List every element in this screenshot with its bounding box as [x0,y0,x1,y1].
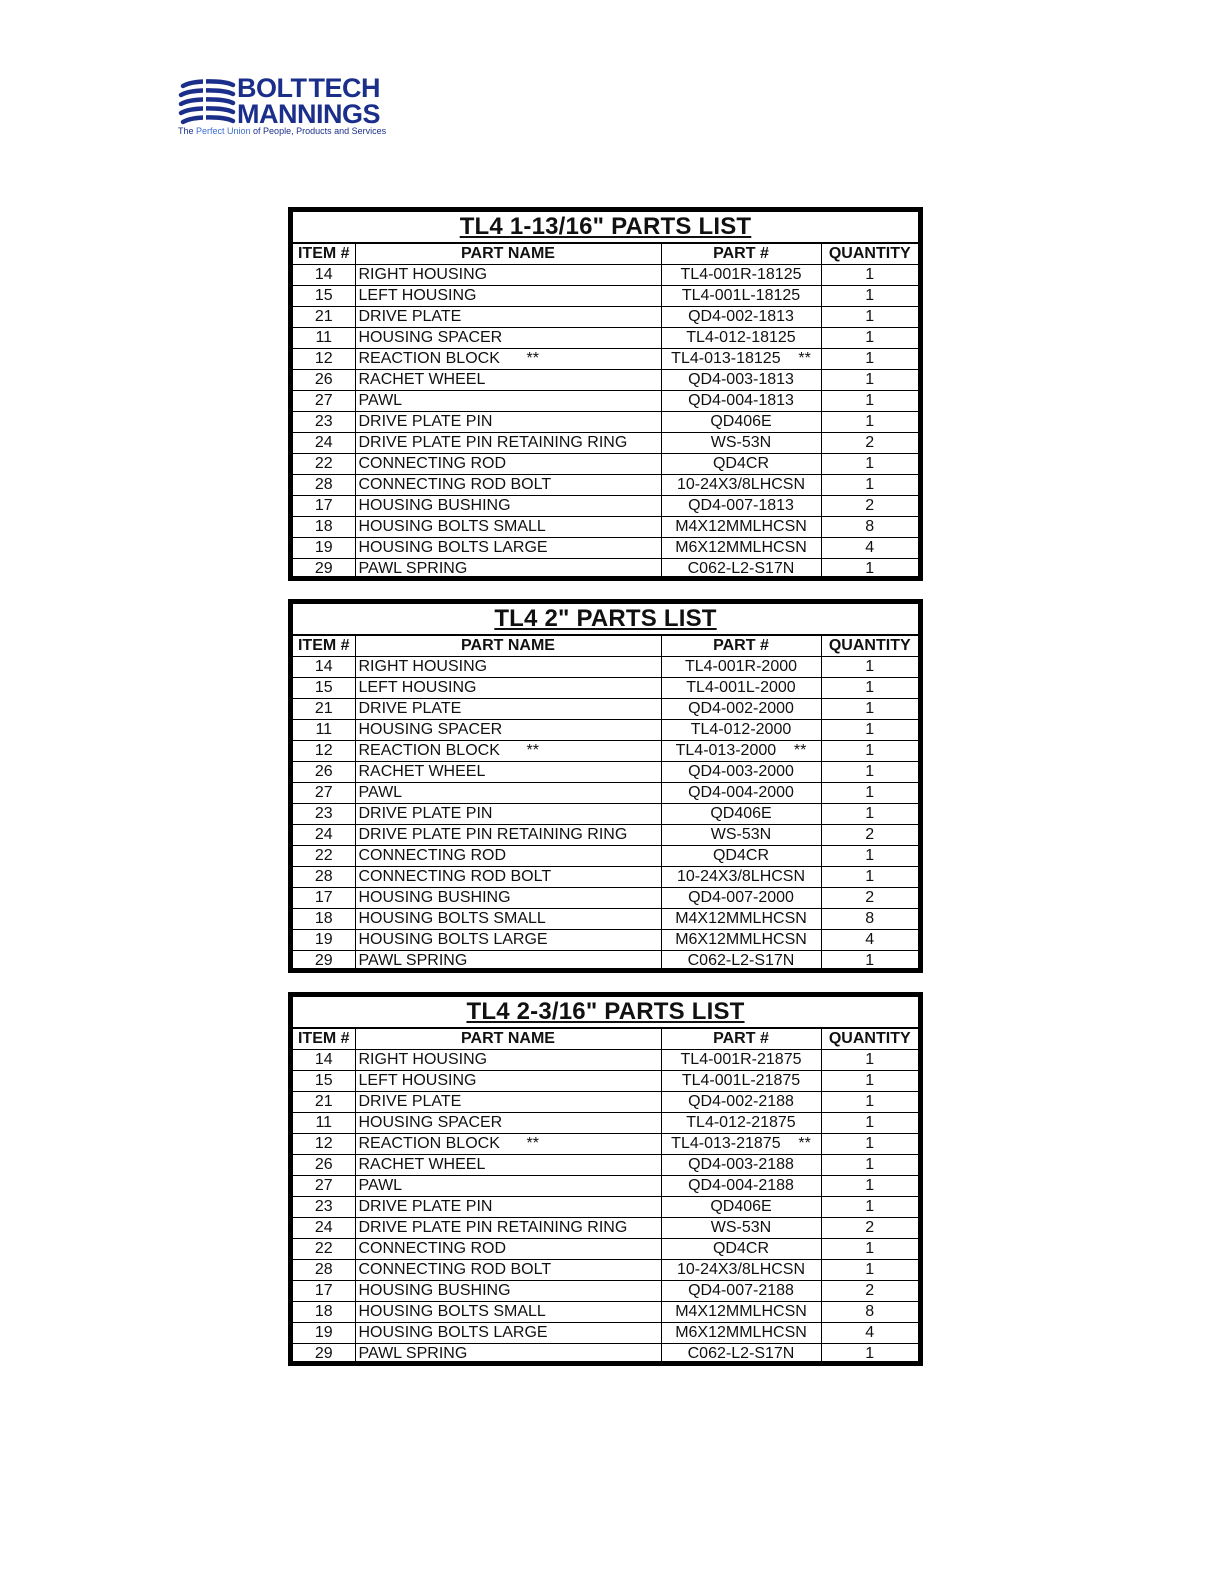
part-name-cell: CONNECTING ROD BOLT [355,1260,661,1281]
table-row [293,265,918,286]
logo-tagline: The Perfect Union of People, Products and Services [178,126,387,136]
part-number-cell: QD406E [661,804,821,825]
table-row [293,1113,918,1134]
part-name-cell: HOUSING BOLTS LARGE [355,538,661,559]
part-number-cell: TL4-001R-21875 [661,1050,821,1071]
quantity-cell: 1 [821,1134,918,1155]
quantity-cell: 1 [821,1050,918,1071]
table-row [293,559,918,580]
item-number-cell: 27 [293,391,355,412]
part-name-cell: DRIVE PLATE PIN [355,804,661,825]
part-name-cell: LEFT HOUSING [355,286,661,307]
part-number-cell: TL4-013-18125 ** [661,349,821,370]
part-name-cell: RIGHT HOUSING [355,1050,661,1071]
column-header: PART # [661,244,821,265]
item-number-cell: 18 [293,1302,355,1323]
part-name-cell: HOUSING BOLTS SMALL [355,909,661,930]
part-number-cell: TL4-012-18125 [661,328,821,349]
item-number-cell: 23 [293,1197,355,1218]
part-name-cell: LEFT HOUSING [355,1071,661,1092]
part-name-cell: HOUSING BOLTS LARGE [355,930,661,951]
quantity-cell: 4 [821,930,918,951]
item-number-cell: 21 [293,1092,355,1113]
part-name-cell: PAWL SPRING [355,951,661,972]
part-name-cell: HOUSING BUSHING [355,1281,661,1302]
quantity-cell: 1 [821,741,918,762]
quantity-cell: 1 [821,867,918,888]
part-name-cell: HOUSING BOLTS SMALL [355,517,661,538]
table-row [293,328,918,349]
quantity-cell: 1 [821,699,918,720]
part-name-cell: CONNECTING ROD [355,1239,661,1260]
table-row [293,1323,918,1344]
item-number-cell: 23 [293,804,355,825]
item-number-cell: 24 [293,1218,355,1239]
part-name-cell: HOUSING BOLTS LARGE [355,1323,661,1344]
table-row [293,412,918,433]
part-number-cell: QD4-004-2188 [661,1176,821,1197]
part-name-cell: PAWL SPRING [355,559,661,580]
parts-list-title-text: TL4 2-3/16" PARTS LIST [466,998,745,1025]
table-header-row [293,636,918,657]
item-number-cell: 22 [293,454,355,475]
column-header: QUANTITY [821,1029,918,1050]
item-number-cell: 29 [293,559,355,580]
part-number-cell: M6X12MMLHCSN [661,1323,821,1344]
parts-list-title-text: TL4 2" PARTS LIST [494,605,717,632]
part-number-cell: QD4-007-1813 [661,496,821,517]
quantity-cell: 1 [821,783,918,804]
part-name-cell: CONNECTING ROD [355,454,661,475]
part-name-cell: CONNECTING ROD BOLT [355,475,661,496]
item-number-cell: 17 [293,888,355,909]
table-row [293,454,918,475]
item-number-cell: 11 [293,1113,355,1134]
column-header: PART NAME [355,636,661,657]
table-row [293,1134,918,1155]
table-row [293,349,918,370]
table-row [293,783,918,804]
column-header: PART # [661,1029,821,1050]
part-name-cell: DRIVE PLATE PIN [355,412,661,433]
part-number-cell: QD4-007-2188 [661,1281,821,1302]
parts-list-table [288,207,923,581]
quantity-cell: 1 [821,286,918,307]
table-row [293,846,918,867]
item-number-cell: 24 [293,433,355,454]
part-number-cell: C062-L2-S17N [661,1344,821,1365]
quantity-cell: 2 [821,433,918,454]
part-number-cell: QD4-004-1813 [661,391,821,412]
item-number-cell: 18 [293,517,355,538]
quantity-cell: 2 [821,888,918,909]
item-number-cell: 29 [293,1344,355,1365]
table-row [293,762,918,783]
quantity-cell: 1 [821,804,918,825]
part-number-cell: WS-53N [661,433,821,454]
item-number-cell: 11 [293,720,355,741]
quantity-cell: 1 [821,475,918,496]
part-number-cell: TL4-012-21875 [661,1113,821,1134]
part-name-cell: RACHET WHEEL [355,762,661,783]
part-number-cell: QD4-003-2188 [661,1155,821,1176]
table-row [293,699,918,720]
item-number-cell: 27 [293,783,355,804]
table-row [293,951,918,972]
item-number-cell: 17 [293,496,355,517]
item-number-cell: 26 [293,1155,355,1176]
item-number-cell: 28 [293,867,355,888]
table-row [293,930,918,951]
column-header: ITEM # [293,244,355,265]
part-number-cell: M4X12MMLHCSN [661,517,821,538]
part-number-cell: QD4-007-2000 [661,888,821,909]
part-name-cell: PAWL SPRING [355,1344,661,1365]
part-name-cell: PAWL [355,783,661,804]
quantity-cell: 4 [821,1323,918,1344]
part-name-cell: DRIVE PLATE PIN [355,1197,661,1218]
table-row [293,1260,918,1281]
logo-wordmark-line2: MANNINGS [237,99,380,129]
column-header: QUANTITY [821,636,918,657]
item-number-cell: 14 [293,265,355,286]
quantity-cell: 1 [821,1071,918,1092]
item-number-cell: 24 [293,825,355,846]
part-number-cell: QD4-002-1813 [661,307,821,328]
table-row [293,1071,918,1092]
quantity-cell: 1 [821,1113,918,1134]
item-number-cell: 15 [293,678,355,699]
part-number-cell: QD406E [661,1197,821,1218]
part-name-cell: HOUSING SPACER [355,328,661,349]
table-row [293,475,918,496]
part-number-cell: QD4-002-2188 [661,1092,821,1113]
part-name-cell: HOUSING BOLTS SMALL [355,1302,661,1323]
part-number-cell: QD4-003-1813 [661,370,821,391]
quantity-cell: 1 [821,657,918,678]
quantity-cell: 2 [821,496,918,517]
part-number-cell: QD4-002-2000 [661,699,821,720]
part-name-cell: RACHET WHEEL [355,370,661,391]
table-row [293,1155,918,1176]
parts-list-title [293,997,918,1029]
table-header-row [293,244,918,265]
part-name-cell: DRIVE PLATE [355,1092,661,1113]
item-number-cell: 12 [293,741,355,762]
quantity-cell: 8 [821,517,918,538]
item-number-cell: 22 [293,1239,355,1260]
quantity-cell: 1 [821,307,918,328]
item-number-cell: 28 [293,1260,355,1281]
part-number-cell: M6X12MMLHCSN [661,538,821,559]
quantity-cell: 1 [821,846,918,867]
part-number-cell: 10-24X3/8LHCSN [661,475,821,496]
part-number-cell: TL4-013-21875 ** [661,1134,821,1155]
table-header-row [293,1029,918,1050]
table-row [293,804,918,825]
spring-coil-icon [177,78,237,126]
parts-list-table [288,599,923,973]
part-number-cell: QD4CR [661,454,821,475]
part-number-cell: QD4CR [661,846,821,867]
item-number-cell: 26 [293,762,355,783]
part-name-cell: REACTION BLOCK ** [355,349,661,370]
table-row [293,657,918,678]
part-number-cell: M4X12MMLHCSN [661,1302,821,1323]
quantity-cell: 1 [821,1092,918,1113]
table-row [293,307,918,328]
item-number-cell: 15 [293,1071,355,1092]
table-row [293,1344,918,1365]
table-row [293,909,918,930]
item-number-cell: 14 [293,1050,355,1071]
quantity-cell: 1 [821,265,918,286]
part-number-cell: TL4-001L-18125 [661,286,821,307]
part-number-cell: WS-53N [661,825,821,846]
table-row [293,1281,918,1302]
part-name-cell: PAWL [355,1176,661,1197]
part-name-cell: HOUSING BUSHING [355,496,661,517]
column-header: PART NAME [355,244,661,265]
part-name-cell: DRIVE PLATE [355,699,661,720]
part-name-cell: RIGHT HOUSING [355,657,661,678]
quantity-cell: 1 [821,762,918,783]
quantity-cell: 1 [821,1239,918,1260]
item-number-cell: 22 [293,846,355,867]
item-number-cell: 12 [293,349,355,370]
logo-wordmark-line1: BOLTTECH [237,73,380,103]
table-row [293,1197,918,1218]
quantity-cell: 1 [821,412,918,433]
quantity-cell: 1 [821,370,918,391]
item-number-cell: 28 [293,475,355,496]
table-row [293,720,918,741]
part-number-cell: QD4-004-2000 [661,783,821,804]
item-number-cell: 27 [293,1176,355,1197]
part-name-cell: REACTION BLOCK ** [355,741,661,762]
part-name-cell: HOUSING SPACER [355,1113,661,1134]
part-number-cell: QD4CR [661,1239,821,1260]
table-row [293,867,918,888]
quantity-cell: 4 [821,538,918,559]
part-name-cell: DRIVE PLATE PIN RETAINING RING [355,825,661,846]
item-number-cell: 17 [293,1281,355,1302]
quantity-cell: 1 [821,349,918,370]
table-row [293,517,918,538]
quantity-cell: 1 [821,1197,918,1218]
quantity-cell: 1 [821,391,918,412]
item-number-cell: 14 [293,657,355,678]
item-number-cell: 19 [293,930,355,951]
quantity-cell: 8 [821,909,918,930]
item-number-cell: 11 [293,328,355,349]
table-row [293,678,918,699]
table-row [293,433,918,454]
part-name-cell: DRIVE PLATE PIN RETAINING RING [355,433,661,454]
quantity-cell: 1 [865,560,875,577]
part-number-cell: WS-53N [661,1218,821,1239]
quantity-cell: 1 [865,1345,875,1362]
part-number-cell: TL4-012-2000 [661,720,821,741]
part-name-cell: DRIVE PLATE [355,307,661,328]
quantity-cell: 1 [821,328,918,349]
quantity-cell: 1 [821,454,918,475]
part-name-cell: HOUSING SPACER [355,720,661,741]
part-name-cell: CONNECTING ROD [355,846,661,867]
column-header: QUANTITY [821,244,918,265]
part-number-cell: 10-24X3/8LHCSN [661,1260,821,1281]
table-row [293,538,918,559]
quantity-cell: 2 [821,825,918,846]
column-header: PART NAME [355,1029,661,1050]
table-row [293,1218,918,1239]
quantity-cell: 1 [821,1260,918,1281]
part-name-cell: CONNECTING ROD BOLT [355,867,661,888]
table-row [293,1092,918,1113]
item-number-cell: 18 [293,909,355,930]
quantity-cell: 2 [821,1281,918,1302]
table-row [293,741,918,762]
item-number-cell: 23 [293,412,355,433]
item-number-cell: 19 [293,538,355,559]
item-number-cell: 21 [293,307,355,328]
part-number-cell: 10-24X3/8LHCSN [661,867,821,888]
part-number-cell: C062-L2-S17N [661,951,821,972]
part-number-cell: TL4-001R-2000 [661,657,821,678]
parts-list-title [293,604,918,636]
quantity-cell: 2 [821,1218,918,1239]
part-number-cell: TL4-001L-2000 [661,678,821,699]
column-header: ITEM # [293,636,355,657]
column-header: PART # [661,636,821,657]
quantity-cell: 1 [821,1176,918,1197]
part-number-cell: QD4-003-2000 [661,762,821,783]
item-number-cell: 19 [293,1323,355,1344]
item-number-cell: 12 [293,1134,355,1155]
part-name-cell: HOUSING BUSHING [355,888,661,909]
quantity-cell: 1 [865,952,875,969]
quantity-cell: 1 [821,1155,918,1176]
item-number-cell: 26 [293,370,355,391]
column-header: ITEM # [293,1029,355,1050]
part-number-cell: TL4-001R-18125 [661,265,821,286]
company-logo [177,73,417,140]
part-number-cell: M4X12MMLHCSN [661,909,821,930]
quantity-cell: 1 [821,678,918,699]
part-number-cell: C062-L2-S17N [661,559,821,580]
quantity-cell: 1 [821,720,918,741]
item-number-cell: 21 [293,699,355,720]
part-name-cell: RACHET WHEEL [355,1155,661,1176]
part-name-cell: LEFT HOUSING [355,678,661,699]
table-row [293,825,918,846]
table-row [293,496,918,517]
part-number-cell: QD406E [661,412,821,433]
parts-list-title-text: TL4 1-13/16" PARTS LIST [459,213,752,240]
table-row [293,888,918,909]
table-row [293,286,918,307]
part-name-cell: PAWL [355,391,661,412]
quantity-cell: 8 [821,1302,918,1323]
part-name-cell: RIGHT HOUSING [355,265,661,286]
parts-list-title [293,212,918,244]
parts-list-table [288,992,923,1366]
table-row [293,370,918,391]
part-name-cell: REACTION BLOCK ** [355,1134,661,1155]
table-row [293,1050,918,1071]
table-row [293,1239,918,1260]
table-row [293,1302,918,1323]
part-number-cell: TL4-013-2000 ** [661,741,821,762]
part-name-cell: DRIVE PLATE PIN RETAINING RING [355,1218,661,1239]
item-number-cell: 15 [293,286,355,307]
part-number-cell: TL4-001L-21875 [661,1071,821,1092]
item-number-cell: 29 [293,951,355,972]
part-number-cell: M6X12MMLHCSN [661,930,821,951]
table-row [293,391,918,412]
table-row [293,1176,918,1197]
